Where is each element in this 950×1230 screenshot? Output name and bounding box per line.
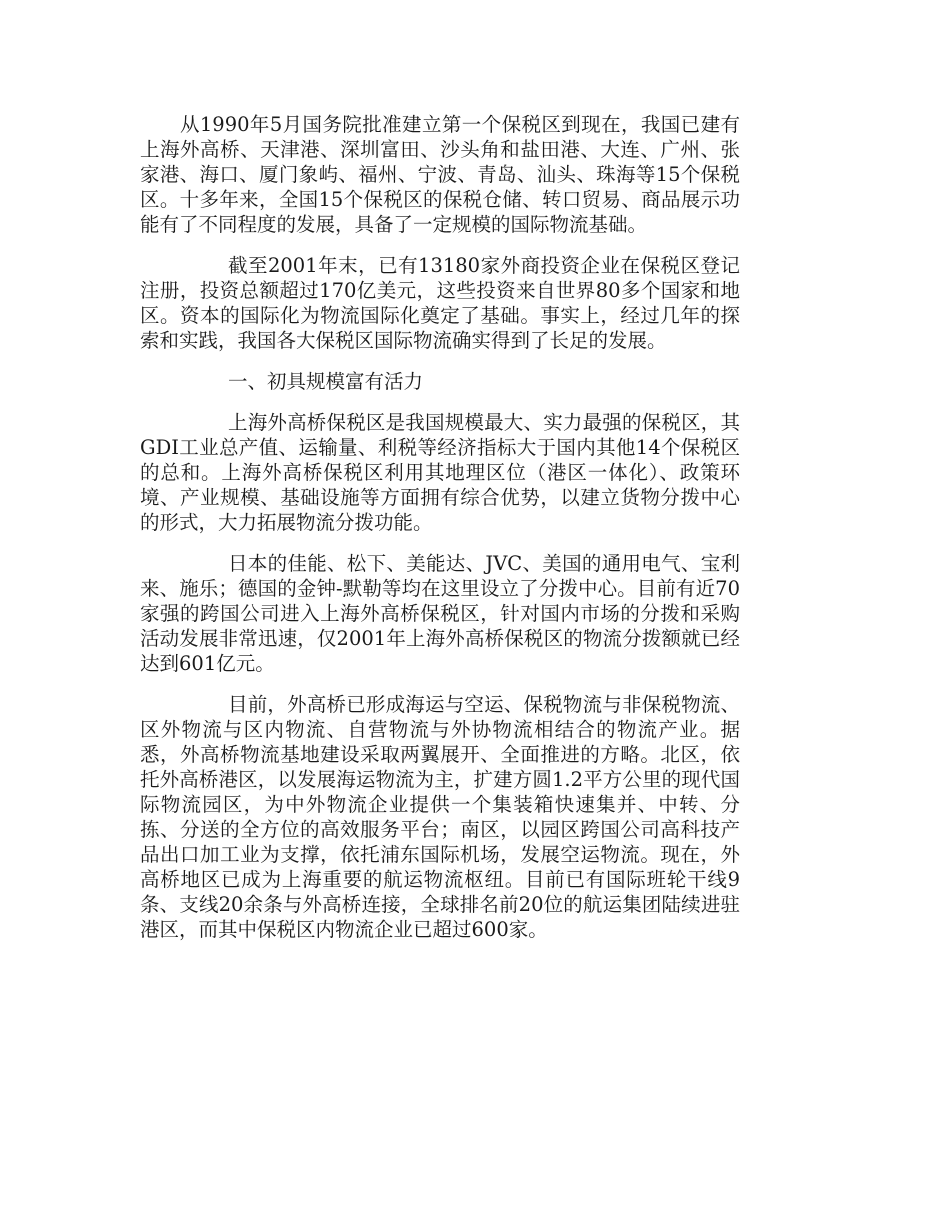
paragraph-waigaoqiao-scale: 上海外高桥保税区是我国规模最大、实力最强的保税区，其GDI工业总产值、运输量、利税等经济指标大于国内其他14个保税区的总和。上海外高桥保税区利用其地理区位（港区一体化）、政策环境、产业规模、基础设施等方面拥有综合优势，以建立货物分拨中心的形式，大力拓展物流分拨功能。: [140, 411, 740, 534]
document-body: [140, 112, 740, 958]
section-heading: 一、初具规模富有活力: [228, 370, 424, 393]
paragraph-distribution-centers: 日本的佳能、松下、美能达、JVC、美国的通用电气、宝利来、施乐；德国的金钟-默勒等均在这里设立了分拨中心。目前有近70家强的跨国公司进入上海外高桥保税区，针对国内市场的分拨和采购活动发展非常迅速，仅2001年上海外高桥保税区的物流分拨额就已经达到601亿元。: [140, 552, 740, 675]
paragraph-bonded-zones-overview: 从1990年5月国务院批准建立第一个保税区到现在，我国已建有上海外高桥、天津港、深圳富田、沙头角和盐田港、大连、广州、张家港、海口、厦门象屿、福州、宁波、青岛、汕头、珠海等15个保税区。十多年来，全国15个保税区的保税仓储、转口贸易、商品展示功能有了不同程度的发展，具备了一定规模的国际物流基础。: [140, 113, 740, 236]
paragraph-foreign-investment: 截至2001年末，已有13180家外商投资企业在保税区登记注册，投资总额超过170亿美元，这些投资来自世界80多个国家和地区。资本的国际化为物流国际化奠定了基础。事实上，经过几年的探索和实践，我国各大保税区国际物流确实得到了长足的发展。: [140, 254, 740, 352]
paragraph-logistics-base: 目前，外高桥已形成海运与空运、保税物流与非保税物流、区外物流与区内物流、自营物流与外协物流相结合的物流产业。据悉，外高桥物流基地建设采取两翼展开、全面推进的方略。北区，依托外高桥港区，以发展海运物流为主，扩建方圆1.2平方公里的现代国际物流园区，为中外物流企业提供一个集装箱快速集并、中转、分拣、分送的全方位的高效服务平台；南区，以园区跨国公司高科技产品出口加工业为支撑，依托浦东国际机场，发展空运物流。现在，外高桥地区已成为上海重要的航运物流枢纽。目前已有国际班轮干线9条、支线20余条与外高桥连接，全球排名前20位的航运集团陆续进驻港区，而其中保税区内物流企业已超过600家。: [140, 693, 740, 941]
